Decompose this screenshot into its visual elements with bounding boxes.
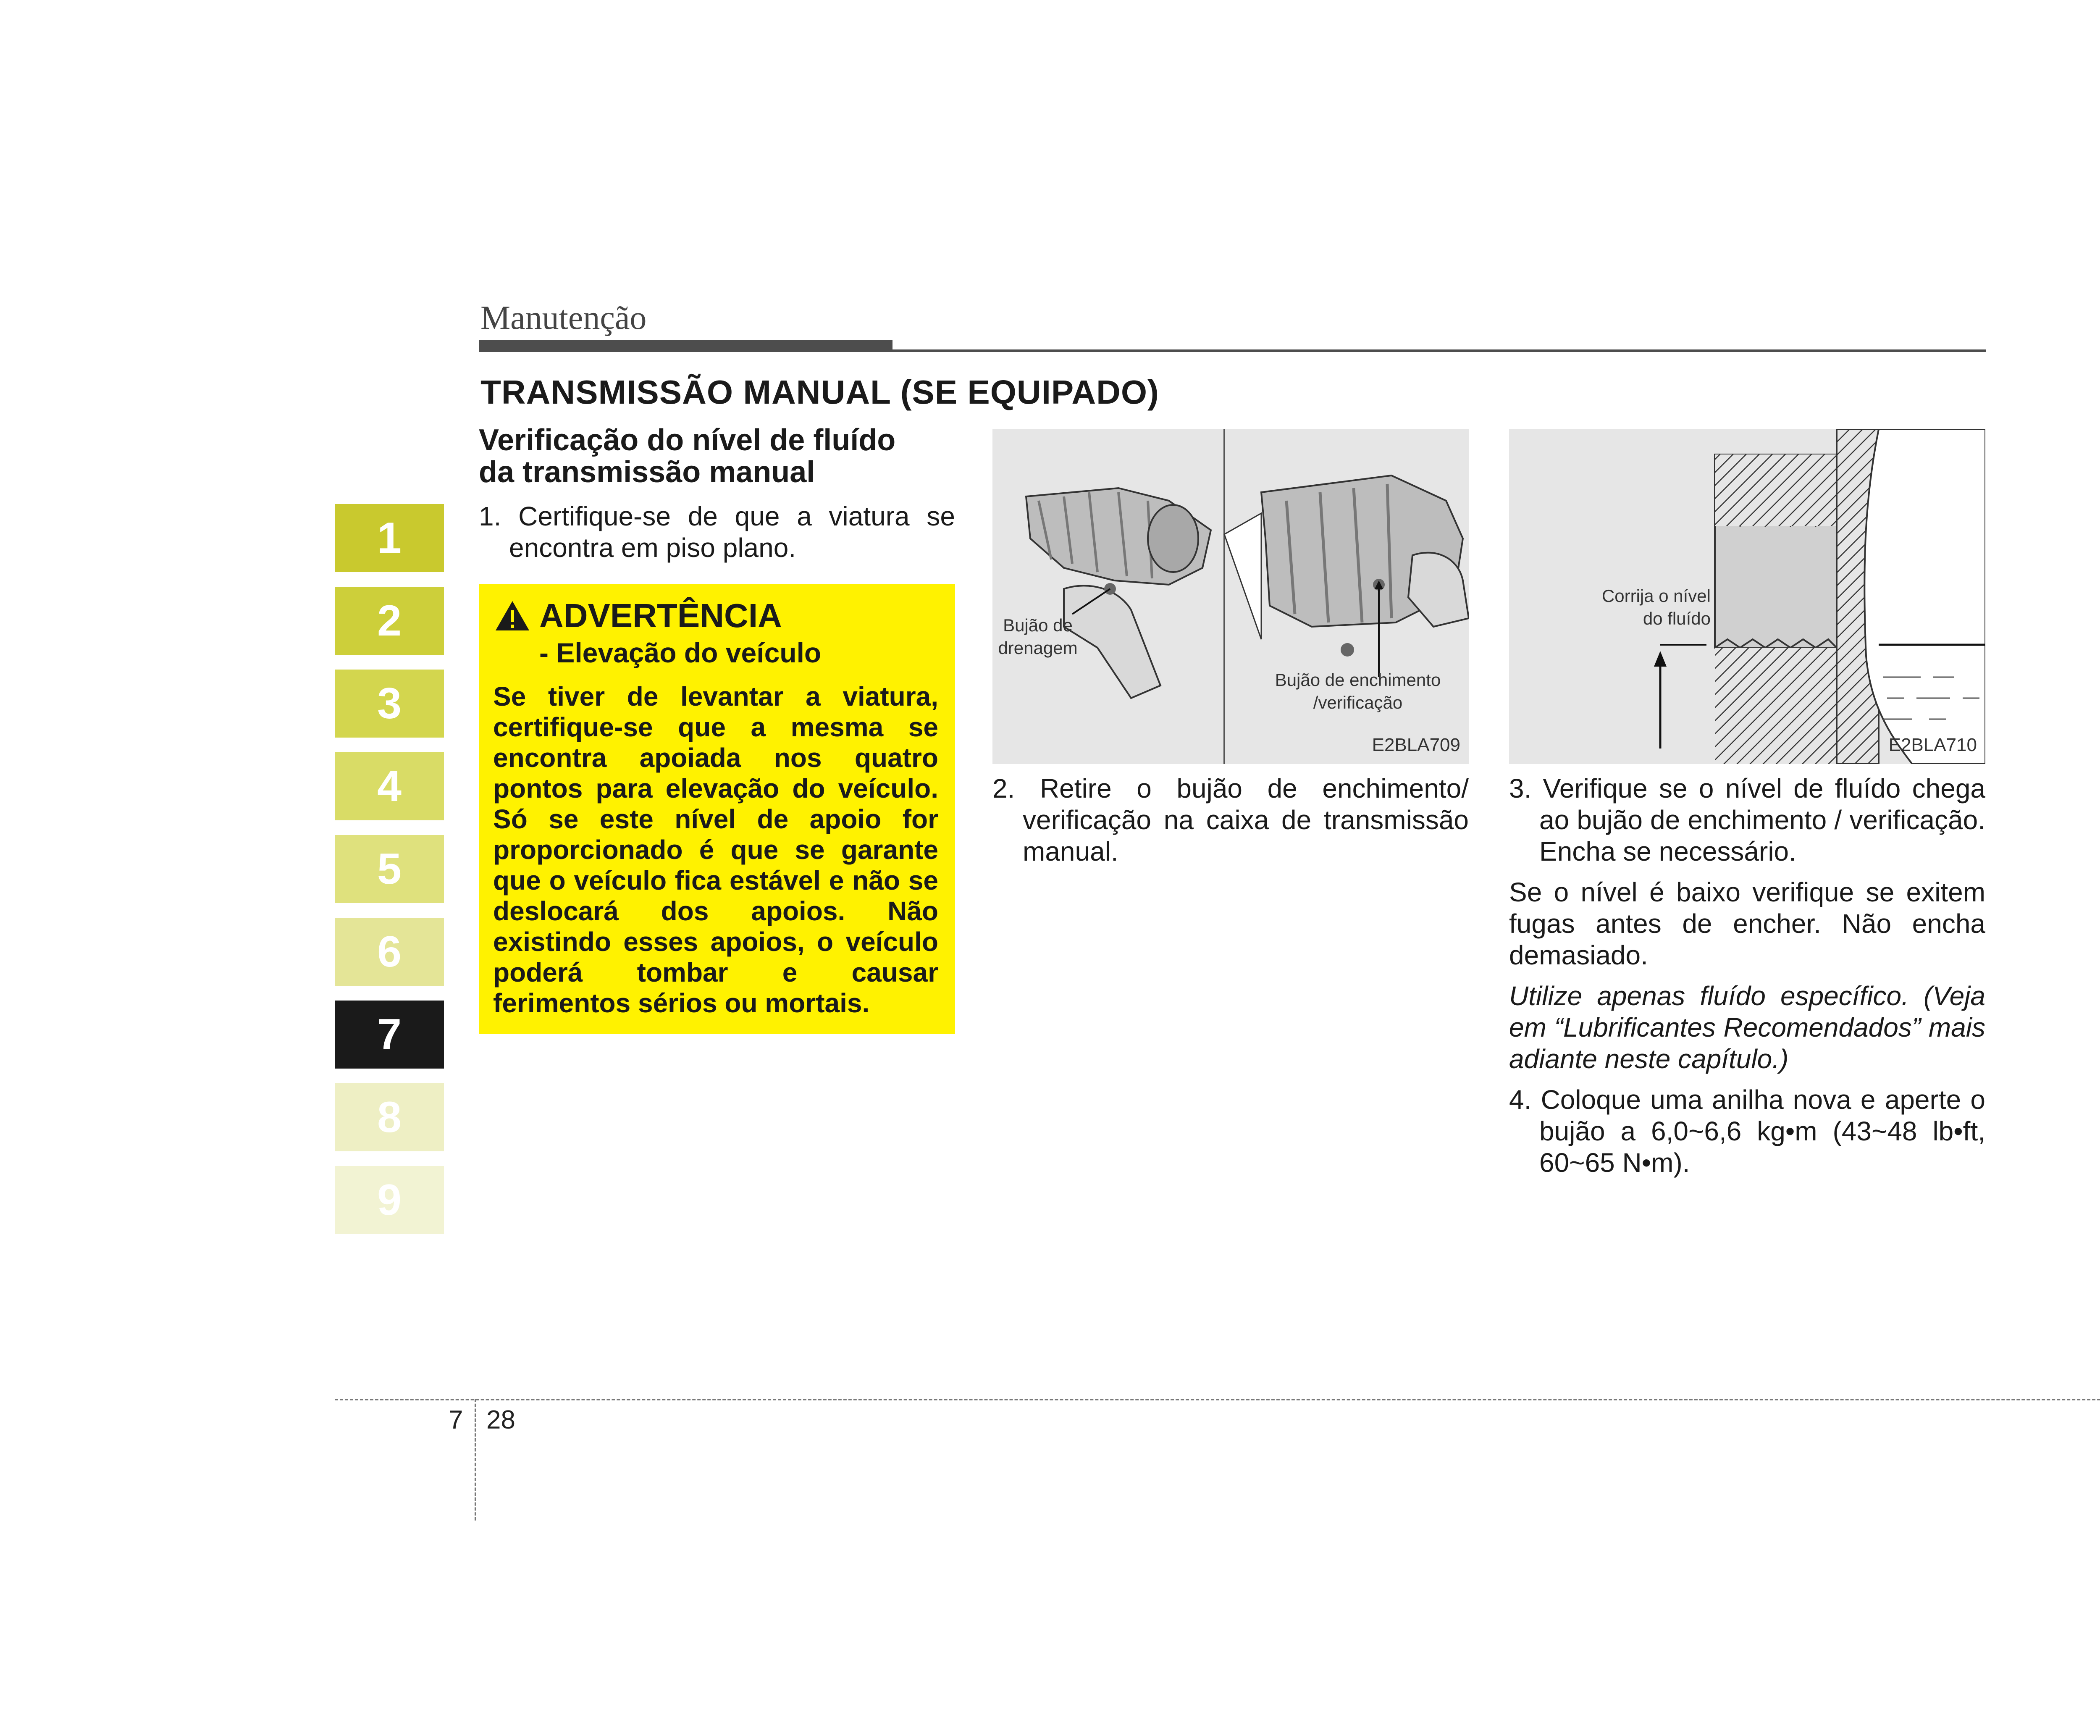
figure-code: E2BLA710 <box>1888 735 1977 755</box>
footer-divider <box>335 1399 2100 1400</box>
warning-title: ADVERTÊNCIA <box>539 597 782 634</box>
fluid-level-label <box>1526 585 1711 630</box>
step-2: 2. Retire o bujão de enchimento/ verificação na caixa de transmissão manual. <box>992 773 1469 867</box>
figure-code: E2BLA709 <box>1372 735 1460 755</box>
chapter-tab-label: 3 <box>377 679 402 728</box>
chapter-tab-1[interactable] <box>335 504 444 572</box>
fill-plug-label <box>1257 669 1459 714</box>
level-low-note: Se o nível é baixo verifique se exitem fugas antes de encher. Não encha demasiado. <box>1509 877 1985 970</box>
chapter-tab-4[interactable] <box>335 752 444 820</box>
drain-plug-label-line-2: drenagem <box>998 638 1078 658</box>
chapter-tab-9[interactable] <box>335 1166 444 1234</box>
footer-chapter-number: 7 <box>449 1405 463 1434</box>
fill-plug-label-line-1: Bujão de enchimento <box>1275 670 1441 690</box>
column-2 <box>992 773 1469 867</box>
column-1 <box>479 424 955 564</box>
chapter-tab-label: 8 <box>377 1093 402 1142</box>
drain-plug-label-line-1: Bujão de <box>1003 615 1073 635</box>
footer-vertical-divider <box>475 1399 476 1521</box>
step-3: 3. Verifique se o nível de fluído chega ao bujão de enchimento / verificação. Encha se necessário. <box>1509 773 1985 867</box>
fill-plug-label-line-2: /verificação <box>1313 693 1403 712</box>
warning-text: Se tiver de levantar a viatura, certifique-se que a mesma se encontra apoiada nos quatro pontos para elevação do veículo. Só se este nível de apoio for proporcionado é que se garante que o veículo fica estável e não se deslocará dos apoios. Não existindo esses apoios, o veículo poderá tombar e causar ferimentos sérios ou mortais. <box>493 681 938 1018</box>
chapter-tab-label: 2 <box>377 596 402 645</box>
chapter-tab-label: 4 <box>377 762 402 811</box>
column-3 <box>1509 773 1985 1179</box>
subheading-line-1: Verificação do nível de fluído <box>479 423 896 457</box>
warning-triangle-icon <box>495 600 530 631</box>
warning-box <box>479 584 955 1034</box>
chapter-tab-8[interactable] <box>335 1083 444 1151</box>
step-1: 1. Certifique-se de que a viatura se encontra em piso plano. <box>479 501 955 563</box>
section-label: Manutenção <box>480 299 647 336</box>
chapter-tab-3[interactable] <box>335 670 444 738</box>
chapter-tab-label: 1 <box>377 513 402 562</box>
subheading-line-2: da transmissão manual <box>479 455 815 489</box>
header-rule-thin <box>479 349 1986 352</box>
chapter-tab-2[interactable] <box>335 587 444 655</box>
drain-plug-label <box>996 614 1080 659</box>
figure-transmission-plugs <box>992 429 1469 764</box>
chapter-tab-label: 9 <box>377 1175 402 1224</box>
figure-fluid-level <box>1509 429 1985 764</box>
page-title: TRANSMISSÃO MANUAL (SE EQUIPADO) <box>480 373 1159 411</box>
warning-header <box>495 596 938 635</box>
specified-fluid-note: Utilize apenas fluído específico. (Veja em “Lubrificantes Recomendados” mais adiante neste capítulo.) <box>1509 981 1985 1074</box>
chapter-tab-label: 7 <box>377 1010 402 1059</box>
warning-subtitle: - Elevação do veículo <box>539 637 822 668</box>
step-4: 4. Coloque uma anilha nova e aperte o bujão a 6,0~6,6 kg•m (43~48 lb•ft, 60~65 N•m). <box>1509 1085 1985 1178</box>
fluid-level-label-line-1: Corrija o nível <box>1601 586 1711 606</box>
fluid-level-label-line-2: do fluído <box>1643 609 1711 628</box>
chapter-tab-label: 6 <box>377 927 402 976</box>
chapter-tab-6[interactable] <box>335 918 444 986</box>
chapter-tab-7[interactable] <box>335 1001 444 1069</box>
chapter-tab-5[interactable] <box>335 835 444 903</box>
footer-page-number: 28 <box>486 1405 515 1434</box>
chapter-tab-label: 5 <box>377 844 402 893</box>
